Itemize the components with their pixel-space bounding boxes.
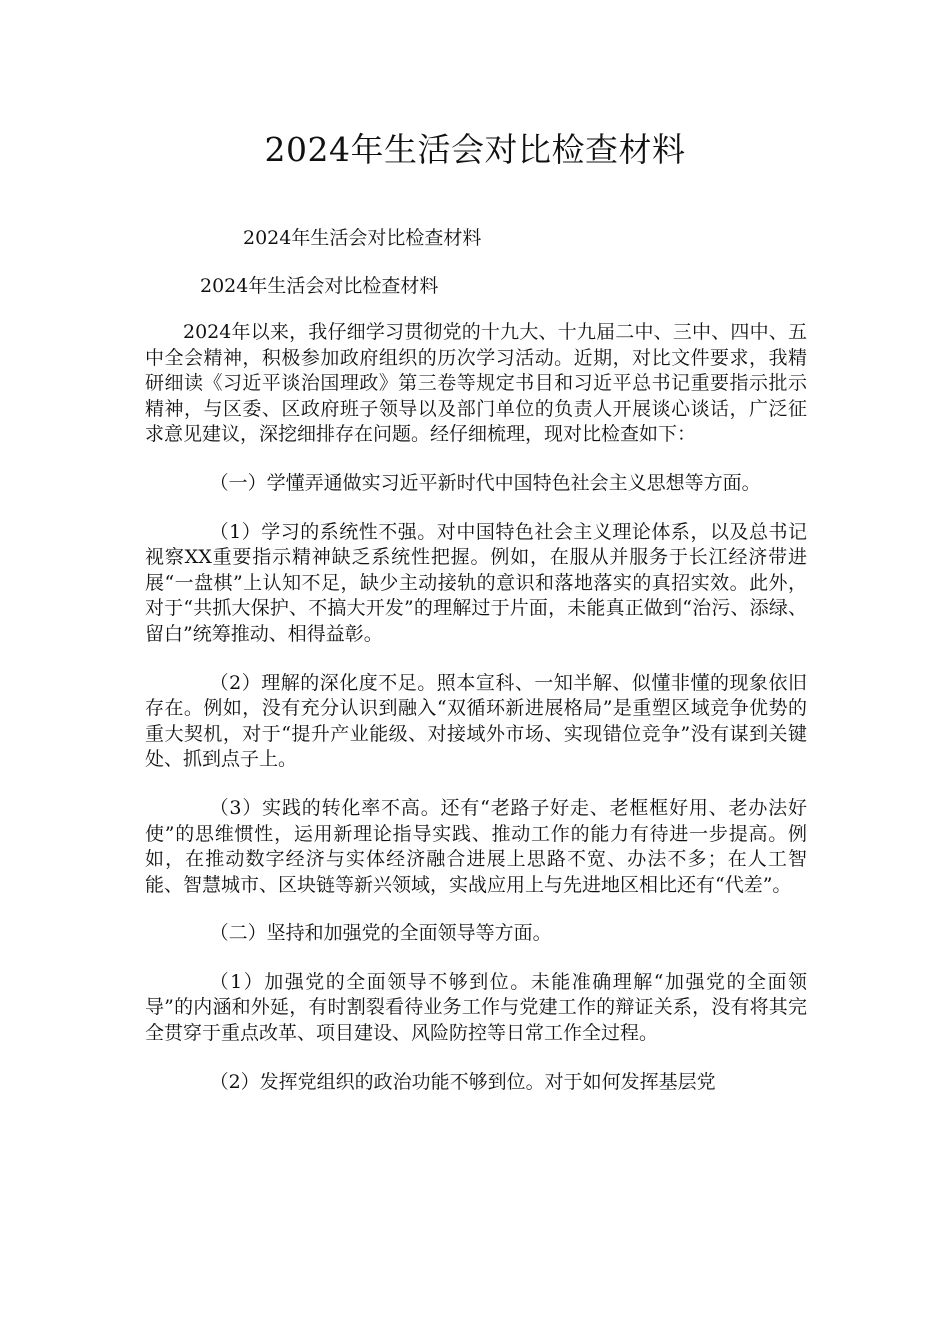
document-body xyxy=(145,320,807,1118)
body-paragraph: （1）学习的系统性不强。对中国特色社会主义理论体系，以及总书记视察XX重要指示精神缺乏系统性把握。例如，在服从并服务于长江经济带进展“一盘棋”上认知不足，缺少主动接轨的意识和落地落实的真招实效。此外，对于“共抓大保护、不搞大开发”的理解过于片面，未能真正做到“治污、添绿、留白”统筹推动、相得益彰。 xyxy=(145,520,807,645)
body-paragraph: （2）理解的深化度不足。照本宣科、一知半解、似懂非懂的现象依旧存在。例如，没有充分认识到融入“双循环新进展格局”是重塑区域竞争优势的重大契机，对于“提升产业能级、对接域外市场、实现错位竞争”没有谋到关键处、抓到点子上。 xyxy=(145,671,807,771)
document-subtitle: 2024年生活会对比检查材料 xyxy=(200,275,439,297)
intro-paragraph: 2024年以来，我仔细学习贯彻党的十九大、十九届二中、三中、四中、五中全会精神，积极参加政府组织的历次学习活动。近期，对比文件要求，我精研细读《习近平谈治国理政》第三卷等规定书目和习近平总书记重要指示批示精神，与区委、区政府班子领导以及部门单位的负责人开展谈心谈话，广泛征求意见建议，深挖细排存在问题。经仔细梳理，现对比检查如下： xyxy=(145,321,807,446)
body-paragraph: （2）发挥党组织的政治功能不够到位。对于如何发挥基层党 xyxy=(209,1070,716,1093)
section-heading: （二）坚持和加强党的全面领导等方面。 xyxy=(209,922,552,945)
body-paragraph: （1）加强党的全面领导不够到位。未能准确理解“加强党的全面领导”的内涵和外延，有时割裂看待业务工作与党建工作的辩证关系，没有将其完全贯穿于重点改革、项目建设、风险防控等日常工作全过程。 xyxy=(145,970,807,1045)
section-heading: （一）学懂弄通做实习近平新时代中国特色社会主义思想等方面。 xyxy=(209,471,761,494)
document-title: 2024年生活会对比检查材料 xyxy=(264,130,686,169)
document-subtitle: 2024年生活会对比检查材料 xyxy=(243,227,482,249)
body-paragraph: （3）实践的转化率不高。还有“老路子好走、老框框好用、老办法好使”的思维惯性，运用新理论指导实践、推动工作的能力有待进一步提高。例如，在推动数字经济与实体经济融合进展上思路不宽、办法不多；在人工智能、智慧城市、区块链等新兴领域，实战应用上与先进地区相比还有“代差”。 xyxy=(145,796,807,896)
